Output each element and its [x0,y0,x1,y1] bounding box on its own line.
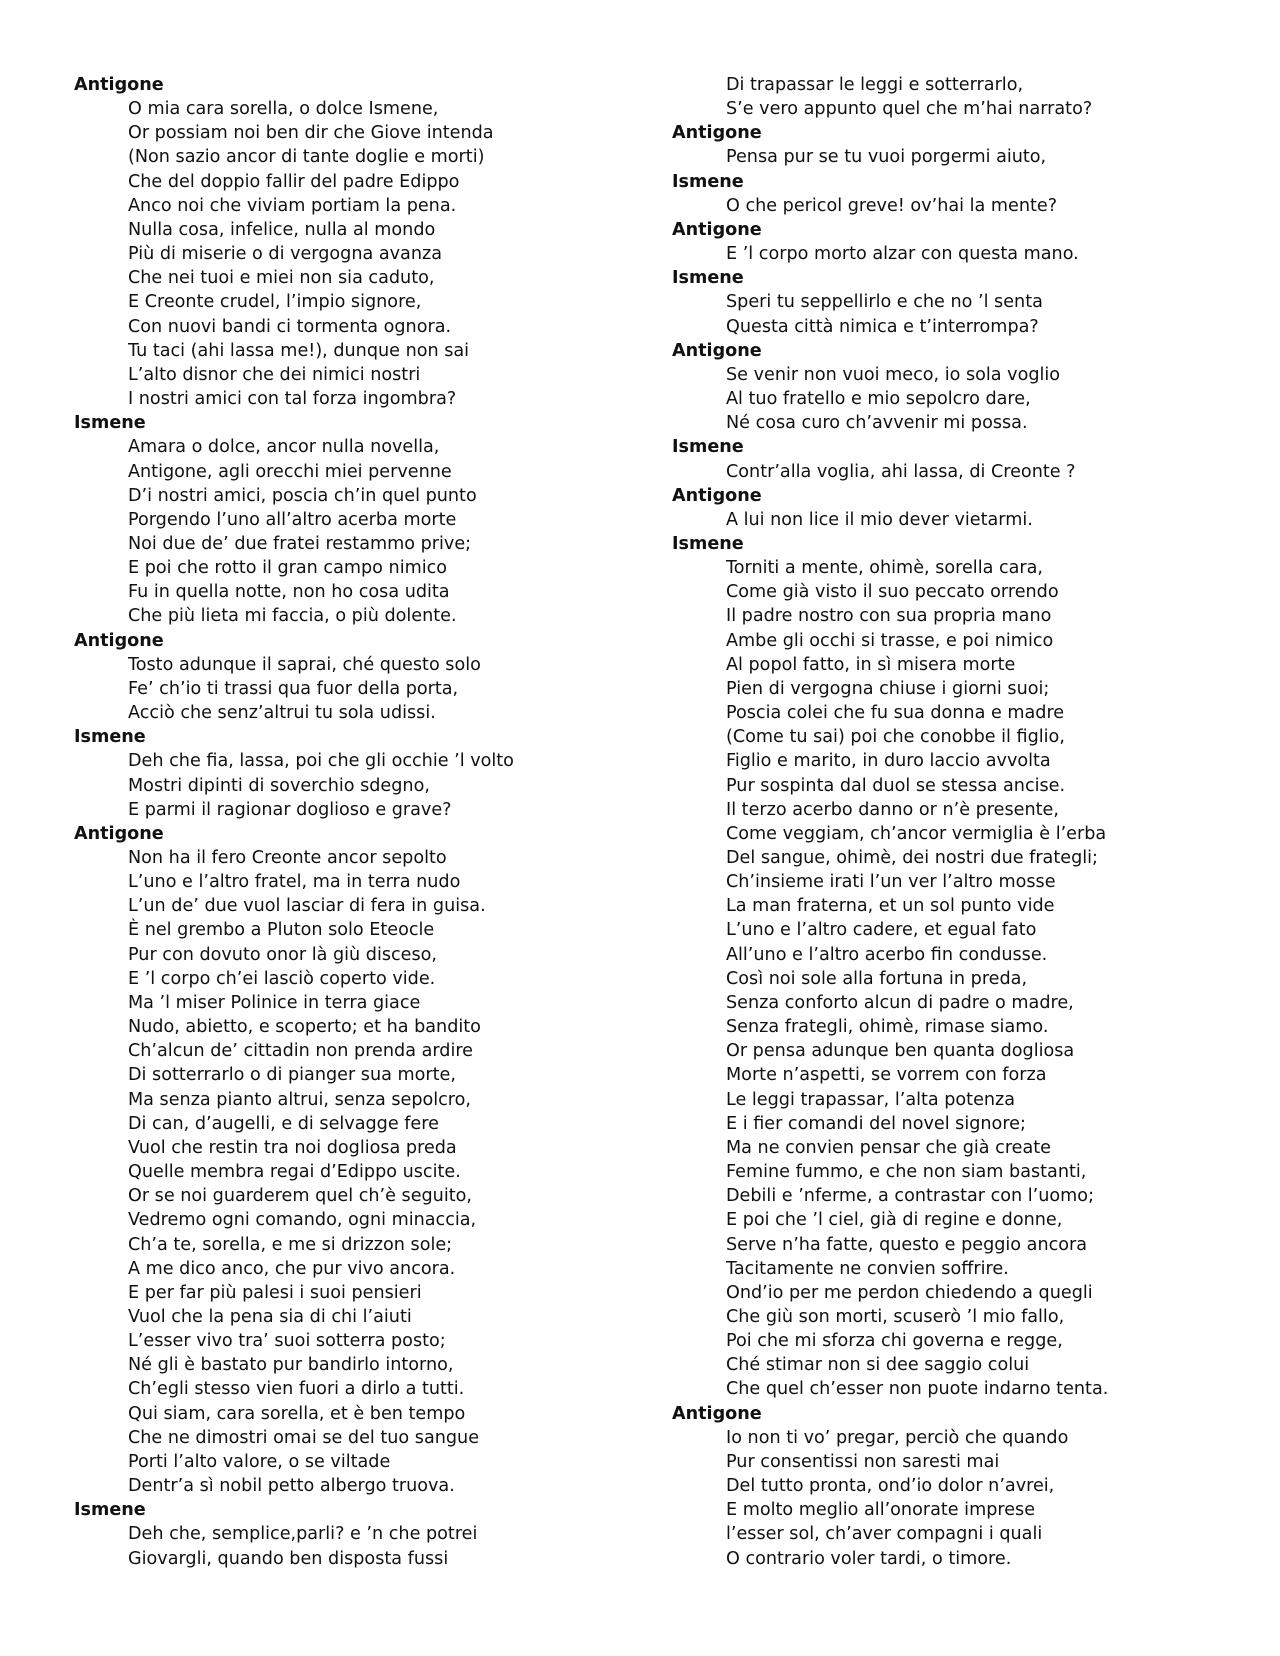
verse-line: Pur consentissi non saresti mai [726,1451,1000,1472]
verse-line: O mia cara sorella, o dolce Ismene, [128,99,439,120]
verse-line: Non ha il fero Creonte ancor sepolto [128,848,447,868]
speaker-name: Ismene [672,268,744,289]
verse-line: E parmi il ragionar doglioso e grave? [128,799,452,820]
verse-line: l’esser sol, ch’aver compagni i quali [726,1524,1043,1545]
verse-line: Mostri dipinti di soverchio sdegno, [128,775,430,796]
verse-line: Che nei tuoi e miei non sia caduto, [128,268,435,289]
verse-line: E Creonte crudel, l’impio signore, [128,292,422,313]
verse-line: Di sotterrarlo o di pianger sua morte, [128,1065,456,1086]
verse-line: Ch’a te, sorella, e me si drizzon sole; [128,1234,453,1255]
speaker-name: Ismene [74,1500,146,1521]
verse-line: Il terzo acerbo danno or n’è presente, [726,799,1059,820]
verse-line: Fe’ ch’io ti trassi qua fuor della porta, [128,678,459,699]
speaker-name: Antigone [74,75,164,95]
verse-line: L’uno e l’altro cadere, et egual fato [726,920,1037,941]
verse-line: Che ne dimostri omai se del tuo sangue [128,1427,480,1448]
verse-line: Tacitamente ne convien soffrire. [726,1258,1009,1279]
verse-line: E poi che rotto il gran campo nimico [128,558,448,579]
verse-line: Del tutto pronta, ond’io dolor n’avrei, [726,1476,1055,1497]
verse-line: Come veggiam, ch’ancor vermiglia è l’erba [726,823,1107,844]
verse-line: Serve n’ha fatte, questo e peggio ancora [726,1234,1088,1255]
verse-line: L’esser vivo tra’ suoi sotterra posto; [128,1331,446,1352]
verse-line: Senza conforto alcun di padre o madre, [726,992,1074,1013]
verse-line: Vedremo ogni comando, ogni minaccia, [128,1210,477,1231]
verse-line: Tu taci (ahi lassa me!), dunque non sai [128,340,470,361]
verse-line: Ond’io per me perdon chiedendo a quegli [726,1282,1093,1303]
verse-line: Porgendo l’uno all’altro acerba morte [128,509,457,530]
verse-line: (Non sazio ancor di tante doglie e morti) [128,147,485,168]
verse-line: Debili e ’nferme, a contrastar con l’uomo; [726,1186,1094,1207]
verse-line: Tosto adunque il saprai, ché questo solo [128,654,481,675]
verse-line: Amara o dolce, ancor nulla novella, [128,437,440,458]
verse-line: Noi due de’ due fratei restammo prive; [128,533,472,554]
right-column [672,73,1262,1571]
verse-line: L’alto disnor che dei nimici nostri [128,364,421,385]
speaker-name: Antigone [672,219,762,240]
speaker-name: Ismene [672,533,744,554]
verse-line: Così noi sole alla fortuna in preda, [726,968,1028,989]
verse-line: Poi che mi sforza chi governa e regge, [726,1331,1063,1352]
verse-line: E per far più palesi i suoi pensieri [128,1282,422,1303]
verse-line: Con nuovi bandi ci tormenta ognora. [128,316,452,337]
verse-line: Acciò che senz’altrui tu sola udissi. [128,703,436,724]
verse-line: Or se noi guarderem quel ch’è seguito, [128,1186,472,1207]
verse-line: Al popol fatto, in sì misera morte [726,654,1016,675]
verse-line: Ch’insieme irati l’un ver l’altro mosse [726,872,1056,893]
verse-line: La man fraterna, et un sol punto vide [726,896,1055,917]
verse-line: Che giù son morti, scuserò ’l mio fallo, [726,1306,1065,1327]
speaker-name: Antigone [74,823,164,844]
verse-line: Il padre nostro con sua propria mano [726,606,1052,627]
verse-line: Ma ’l miser Polinice in terra giace [128,992,421,1013]
verse-line: Morte n’aspetti, se vorrem con forza [726,1065,1047,1086]
verse-line: Antigone, agli orecchi miei pervenne [128,461,452,482]
verse-line: Pensa pur se tu vuoi porgermi aiuto, [726,147,1047,168]
verse-line: O contrario voler tardi, o timore. [726,1548,1012,1569]
speaker-name: Antigone [672,123,762,144]
verse-line: Se venir non vuoi meco, io sola voglio [726,364,1061,385]
verse-line: Figlio e marito, in duro laccio avvolta [726,751,1051,772]
verse-line: Io non ti vo’ pregar, perciò che quando [726,1427,1069,1448]
verse-line: Di trapassar le leggi e sotterrarlo, [726,75,1024,95]
speaker-name: Antigone [74,630,164,651]
verse-line: Né gli è bastato pur bandirlo intorno, [128,1355,454,1376]
verse-line: È nel grembo a Pluton solo Eteocle [128,920,435,941]
verse-line: Vuol che restin tra noi dogliosa preda [128,1137,457,1158]
verse-line: L’un de’ due vuol lasciar di fera in guisa. [128,896,486,917]
verse-line: Ch’alcun de’ cittadin non prenda ardire [128,1041,474,1062]
speaker-name: Ismene [74,413,146,434]
speaker-name: Ismene [672,437,744,458]
verse-line: Or possiam noi ben dir che Giove intenda [128,123,494,144]
verse-line: O che pericol greve! ov’hai la mente? [726,195,1058,216]
verse-line: Né cosa curo ch’avvenir mi possa. [726,413,1028,434]
left-column [74,73,634,1571]
verse-line: Come già visto il suo peccato orrendo [726,582,1059,603]
verse-line: Pien di vergogna chiuse i giorni suoi; [726,678,1050,699]
verse-line: Ambe gli occhi si trasse, e poi nimico [726,630,1054,651]
verse-line: Torniti a mente, ohimè, sorella cara, [726,558,1044,579]
verse-line: (Come tu sai) poi che conobbe il figlio, [726,727,1065,748]
verse-line: Che quel ch’esser non puote indarno tenta. [726,1379,1109,1400]
verse-line: Deh che fia, lassa, poi che gli occhie ’l volto [128,751,514,772]
verse-line: Che del doppio fallir del padre Edippo [128,171,460,192]
verse-line: Or pensa adunque ben quanta dogliosa [726,1041,1075,1062]
verse-line: A me dico anco, che pur vivo ancora. [128,1258,456,1279]
verse-line: Deh che, semplice,parli? e ’n che potrei [128,1524,478,1545]
verse-line: Senza frategli, ohimè, rimase siamo. [726,1017,1049,1038]
verse-line: Ma senza pianto altrui, senza sepolcro, [128,1089,472,1110]
verse-line: Più di miserie o di vergogna avanza [128,244,442,265]
verse-line: E poi che ’l ciel, già di regine e donne, [726,1210,1063,1231]
verse-line: Nulla cosa, infelice, nulla al mondo [128,219,436,240]
verse-line: S’e vero appunto quel che m’hai narrato? [726,99,1093,120]
verse-line: Femine fummo, e che non siam bastanti, [726,1162,1087,1183]
verse-line: Le leggi trapassar, l’alta potenza [726,1089,1016,1110]
verse-line: Quelle membra regai d’Edippo uscite. [128,1162,461,1183]
verse-line: Poscia colei che fu sua donna e madre [726,703,1065,724]
verse-line: A lui non lice il mio dever vietarmi. [726,509,1033,530]
verse-line: Questa città nimica e t’interrompa? [726,316,1039,337]
verse-line: Dentr’a sì nobil petto albergo truova. [128,1476,455,1497]
verse-line: Contr’alla voglia, ahi lassa, di Creonte ? [726,461,1076,482]
verse-line: Vuol che la pena sia di chi l’aiuti [128,1306,412,1327]
verse-line: Pur sospinta dal duol se stessa ancise. [726,775,1066,796]
verse-line: E ’l corpo ch’ei lasciò coperto vide. [128,968,436,989]
verse-line: E i fier comandi del novel signore; [726,1113,1026,1134]
verse-line: Nudo, abietto, e scoperto; et ha bandito [128,1017,481,1038]
verse-line: Ma ne convien pensar che già create [726,1137,1052,1158]
verse-line: Al tuo fratello e mio sepolcro dare, [726,389,1031,410]
verse-line: All’uno e l’altro acerbo fin condusse. [726,944,1048,965]
verse-line: Anco noi che viviam portiam la pena. [128,195,457,216]
verse-line: D’i nostri amici, poscia ch’in quel punto [128,485,477,506]
verse-line: Di can, d’augelli, e di selvagge fere [128,1113,439,1134]
verse-line: Che più lieta mi faccia, o più dolente. [128,606,457,627]
verse-line: Speri tu seppellirlo e che no ’l senta [726,292,1043,313]
verse-line: Del sangue, ohimè, dei nostri due frategli; [726,848,1098,868]
verse-line: L’uno e l’altro fratel, ma in terra nudo [128,872,461,893]
speaker-name: Antigone [672,1403,762,1424]
speaker-name: Antigone [672,340,762,361]
speaker-name: Antigone [672,485,762,506]
verse-line: Qui siam, cara sorella, et è ben tempo [128,1403,466,1424]
verse-line: Pur con dovuto onor là giù disceso, [128,944,438,965]
verse-line: Giovargli, quando ben disposta fussi [128,1548,449,1569]
verse-line: E molto meglio all’onorate imprese [726,1500,1036,1521]
verse-line: I nostri amici con tal forza ingombra? [128,389,457,410]
verse-line: Fu in quella notte, non ho cosa udita [128,582,450,603]
speaker-name: Ismene [74,727,146,748]
speaker-name: Ismene [672,171,744,192]
verse-line: E ’l corpo morto alzar con questa mano. [726,244,1079,265]
verse-line: Ch’egli stesso vien fuori a dirlo a tutti. [128,1379,465,1400]
verse-line: Ché stimar non si dee saggio colui [726,1355,1030,1376]
verse-line: Porti l’alto valore, o se viltade [128,1451,391,1472]
